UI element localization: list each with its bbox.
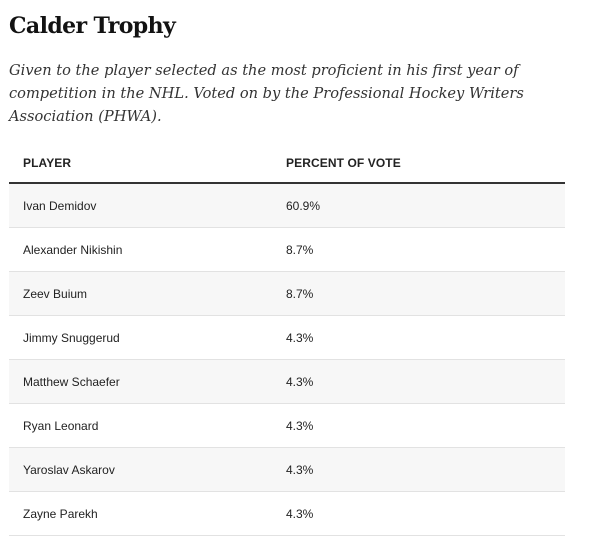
vote-percent: 8.7% bbox=[286, 272, 565, 316]
vote-percent: 8.7% bbox=[286, 228, 565, 272]
player-name: Ryan Leonard bbox=[9, 404, 286, 448]
vote-percent: 4.3% bbox=[286, 360, 565, 404]
table-row bbox=[9, 316, 565, 360]
player-name: Zayne Parekh bbox=[9, 492, 286, 536]
table-row bbox=[9, 404, 565, 448]
table-row bbox=[9, 360, 565, 404]
award-section bbox=[9, 0, 565, 536]
award-description: Given to the player selected as the most proficient in his first year of competition in the NHL. Voted on by the Professional Hockey Writers Association (PHWA). bbox=[9, 62, 524, 125]
table-row bbox=[9, 228, 565, 272]
vote-percent: 4.3% bbox=[286, 448, 565, 492]
vote-percent: 60.9% bbox=[286, 183, 565, 228]
vote-percent: 4.3% bbox=[286, 316, 565, 360]
table-row bbox=[9, 448, 565, 492]
player-name: Alexander Nikishin bbox=[9, 228, 286, 272]
table-row bbox=[9, 183, 565, 228]
award-title: Calder Trophy bbox=[9, 13, 176, 39]
player-name: Jimmy Snuggerud bbox=[9, 316, 286, 360]
table-row bbox=[9, 492, 565, 536]
table-row bbox=[9, 272, 565, 316]
vote-percent: 4.3% bbox=[286, 404, 565, 448]
vote-results-table bbox=[9, 144, 565, 536]
table-header-row bbox=[9, 144, 565, 183]
player-name: Ivan Demidov bbox=[9, 183, 286, 228]
column-header-percent: PERCENT OF VOTE bbox=[286, 144, 565, 183]
vote-percent: 4.3% bbox=[286, 492, 565, 536]
player-name: Yaroslav Askarov bbox=[9, 448, 286, 492]
player-name: Zeev Buium bbox=[9, 272, 286, 316]
player-name: Matthew Schaefer bbox=[9, 360, 286, 404]
column-header-player: PLAYER bbox=[9, 144, 286, 183]
